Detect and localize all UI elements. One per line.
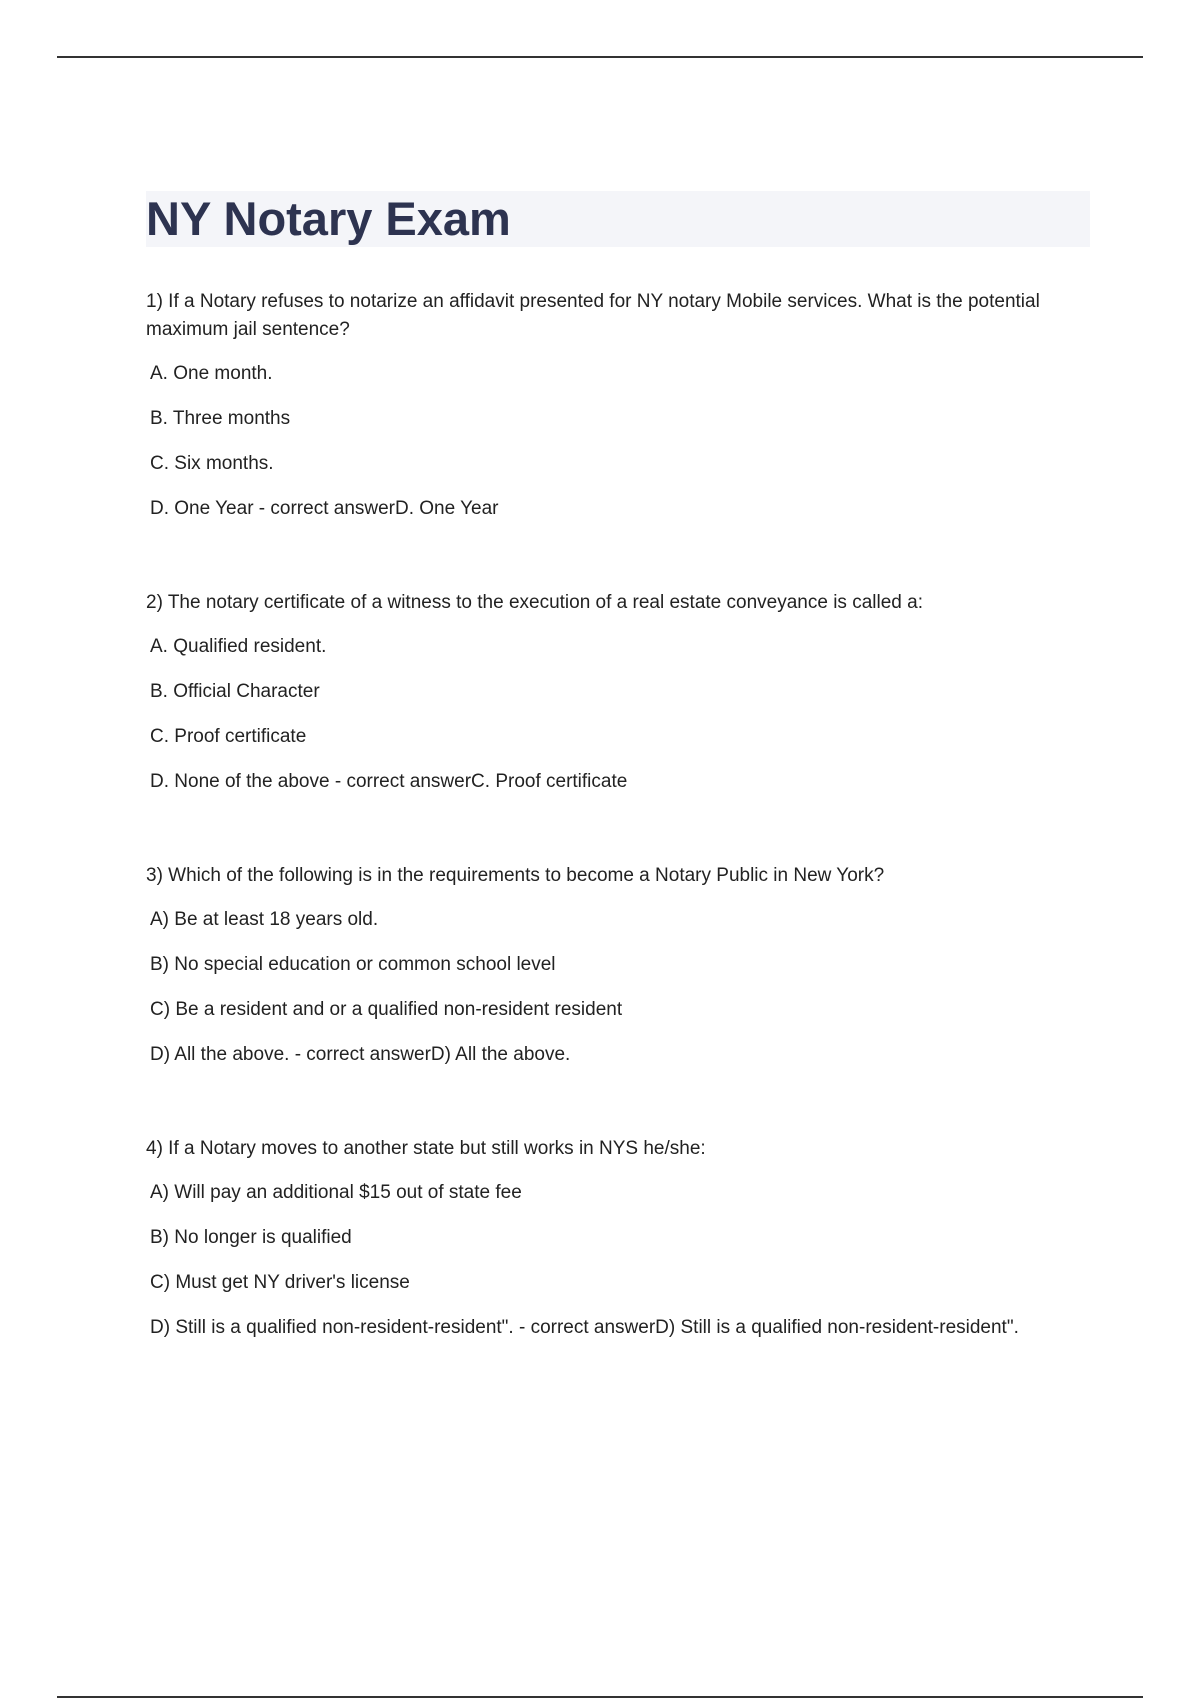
answer-option-c: C. Six months. — [150, 453, 274, 474]
answer-options — [146, 906, 1090, 1069]
question-text: 1) If a Notary refuses to notarize an affidavit presented for NY notary Mobile services. What is the potential maximum jail sentence? — [146, 291, 1040, 340]
answer-option-b: B) No longer is qualified — [150, 1227, 352, 1248]
answer-option-c: C) Be a resident and or a qualified non-resident resident — [150, 999, 623, 1020]
title-band — [146, 191, 1090, 247]
answer-options — [146, 1179, 1090, 1342]
answer-option-b: B. Three months — [150, 408, 291, 429]
document-title: NY Notary Exam — [146, 192, 511, 245]
answer-option-d: D. One Year - correct answerD. One Year — [150, 498, 499, 519]
question-2 — [146, 589, 1090, 796]
question-4 — [146, 1135, 1090, 1342]
question-1 — [146, 288, 1090, 523]
question-text: 4) If a Notary moves to another state but still works in NYS he/she: — [146, 1138, 706, 1159]
answer-option-d: D. None of the above - correct answerC. Proof certificate — [150, 771, 628, 792]
answer-options — [146, 633, 1090, 796]
answer-option-c: C) Must get NY driver's license — [150, 1272, 410, 1293]
document-body — [146, 191, 1090, 1408]
answer-option-b: B) No special education or common school level — [150, 954, 556, 975]
answer-option-d: D) All the above. - correct answerD) All the above. — [150, 1044, 571, 1065]
answer-option-a: A) Will pay an additional $15 out of state fee — [150, 1182, 522, 1203]
question-3 — [146, 862, 1090, 1069]
answer-option-b: B. Official Character — [150, 681, 320, 702]
answer-option-a: A) Be at least 18 years old. — [150, 909, 379, 930]
answer-option-a: A. One month. — [150, 363, 273, 384]
bottom-rule — [57, 1696, 1143, 1698]
question-text: 3) Which of the following is in the requirements to become a Notary Public in New York? — [146, 865, 885, 886]
top-rule — [57, 56, 1143, 58]
answer-option-d: D) Still is a qualified non-resident-resident". - correct answerD) Still is a qualified non-resident-resident". — [150, 1317, 1019, 1338]
answer-option-a: A. Qualified resident. — [150, 636, 327, 657]
answer-options — [146, 360, 1090, 523]
answer-option-c: C. Proof certificate — [150, 726, 307, 747]
question-text: 2) The notary certificate of a witness to the execution of a real estate conveyance is called a: — [146, 592, 923, 613]
